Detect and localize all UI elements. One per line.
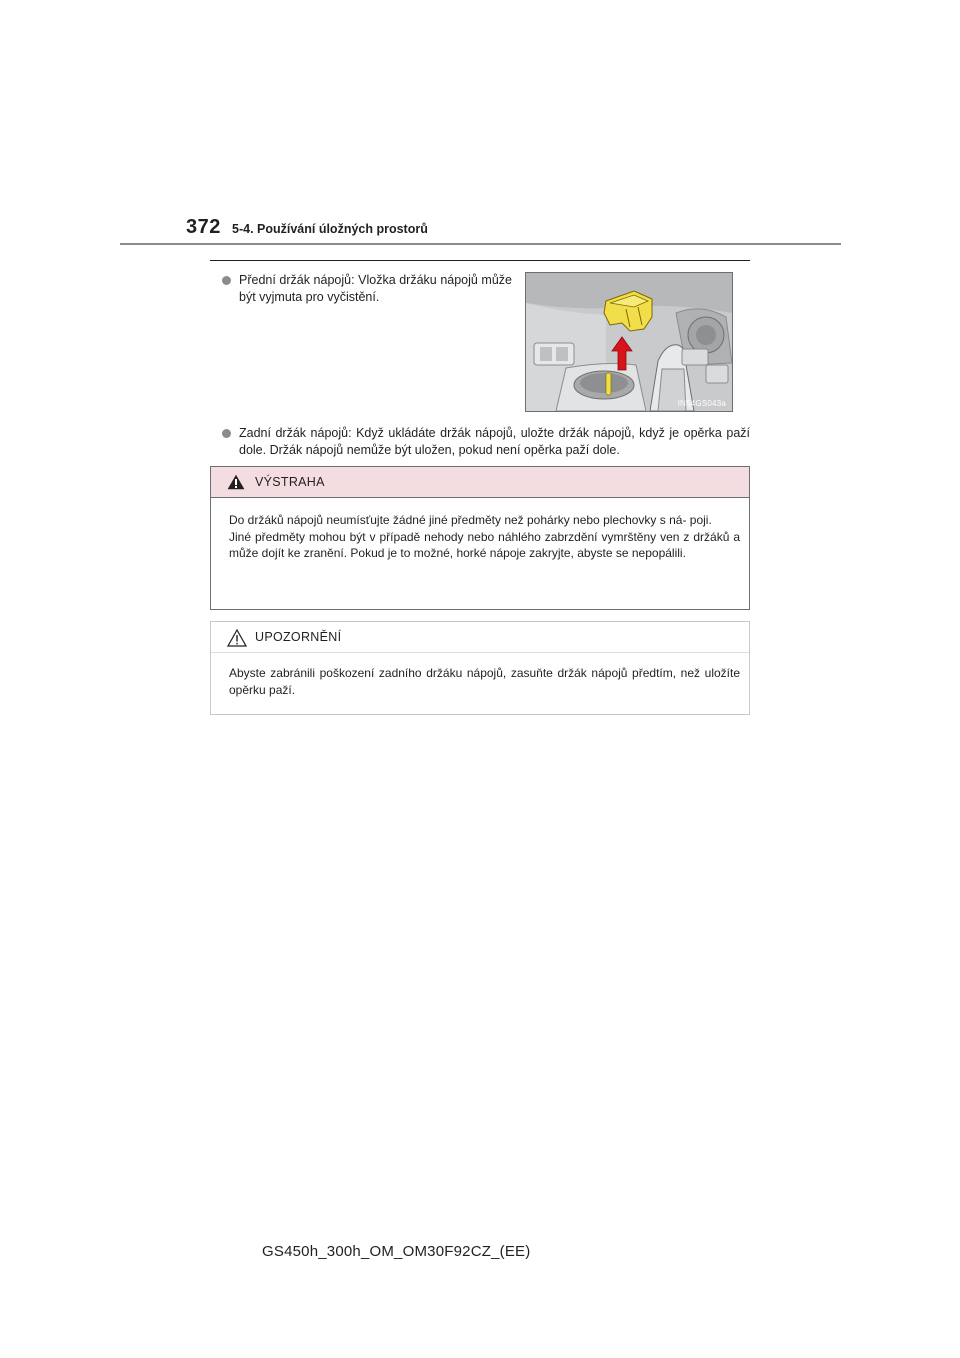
section-title: 5-4. Používání úložných prostorů <box>232 222 428 236</box>
bullet-dot-icon <box>222 429 231 438</box>
notice-title: UPOZORNĚNÍ <box>255 630 342 644</box>
warning-triangle-icon <box>227 474 245 490</box>
content-divider <box>210 260 750 261</box>
bullet-text: Přední držák nápojů: Vložka držáku nápojů může být vyjmuta pro vyčistění. <box>239 273 512 304</box>
bullet-rear-cup-holder <box>222 425 750 459</box>
notice-box <box>210 621 750 715</box>
cup-holder-illustration <box>525 272 733 412</box>
console-drawing <box>526 273 732 411</box>
warning-box <box>210 466 750 610</box>
bullet-front-cup-holder <box>222 272 512 306</box>
page-header <box>0 0 960 250</box>
bullet-text: Zadní držák nápojů: Když ukládáte držák nápojů, uložte držák nápojů, když je opěrka paží dole. Držák nápojů nemůže být uložen, pokud není opěrka paží dole. <box>239 426 750 457</box>
footer-doc-code: GS450h_300h_OM_OM30F92CZ_(EE) <box>262 1243 531 1260</box>
warning-title: VÝSTRAHA <box>255 475 325 489</box>
caution-triangle-icon <box>227 629 247 647</box>
figure-code: IN54GS043a <box>677 399 726 408</box>
warning-paragraph: Jiné předměty mohou být v případě nehody nebo náhlého zabrzdění vymrštěny ven z držáků a může dojít ke zranění. Pokud je to možné, horké nápoje zakryjte, abyste se nepopálili. <box>229 529 740 560</box>
warning-header <box>211 467 749 498</box>
notice-body <box>229 665 740 698</box>
warning-body <box>229 512 740 562</box>
notice-paragraph: Abyste zabránili poškození zadního držáku nápojů, zasuňte držák nápojů předtím, než uložíte opěrku paží. <box>229 666 740 697</box>
notice-header <box>211 622 749 653</box>
warning-paragraph: Do držáků nápojů neumísťujte žádné jiné předměty než pohárky nebo plechovky s ná- poji. <box>229 513 712 527</box>
bullet-dot-icon <box>222 276 231 285</box>
header-divider <box>120 243 841 245</box>
page-number: 372 <box>186 216 221 238</box>
